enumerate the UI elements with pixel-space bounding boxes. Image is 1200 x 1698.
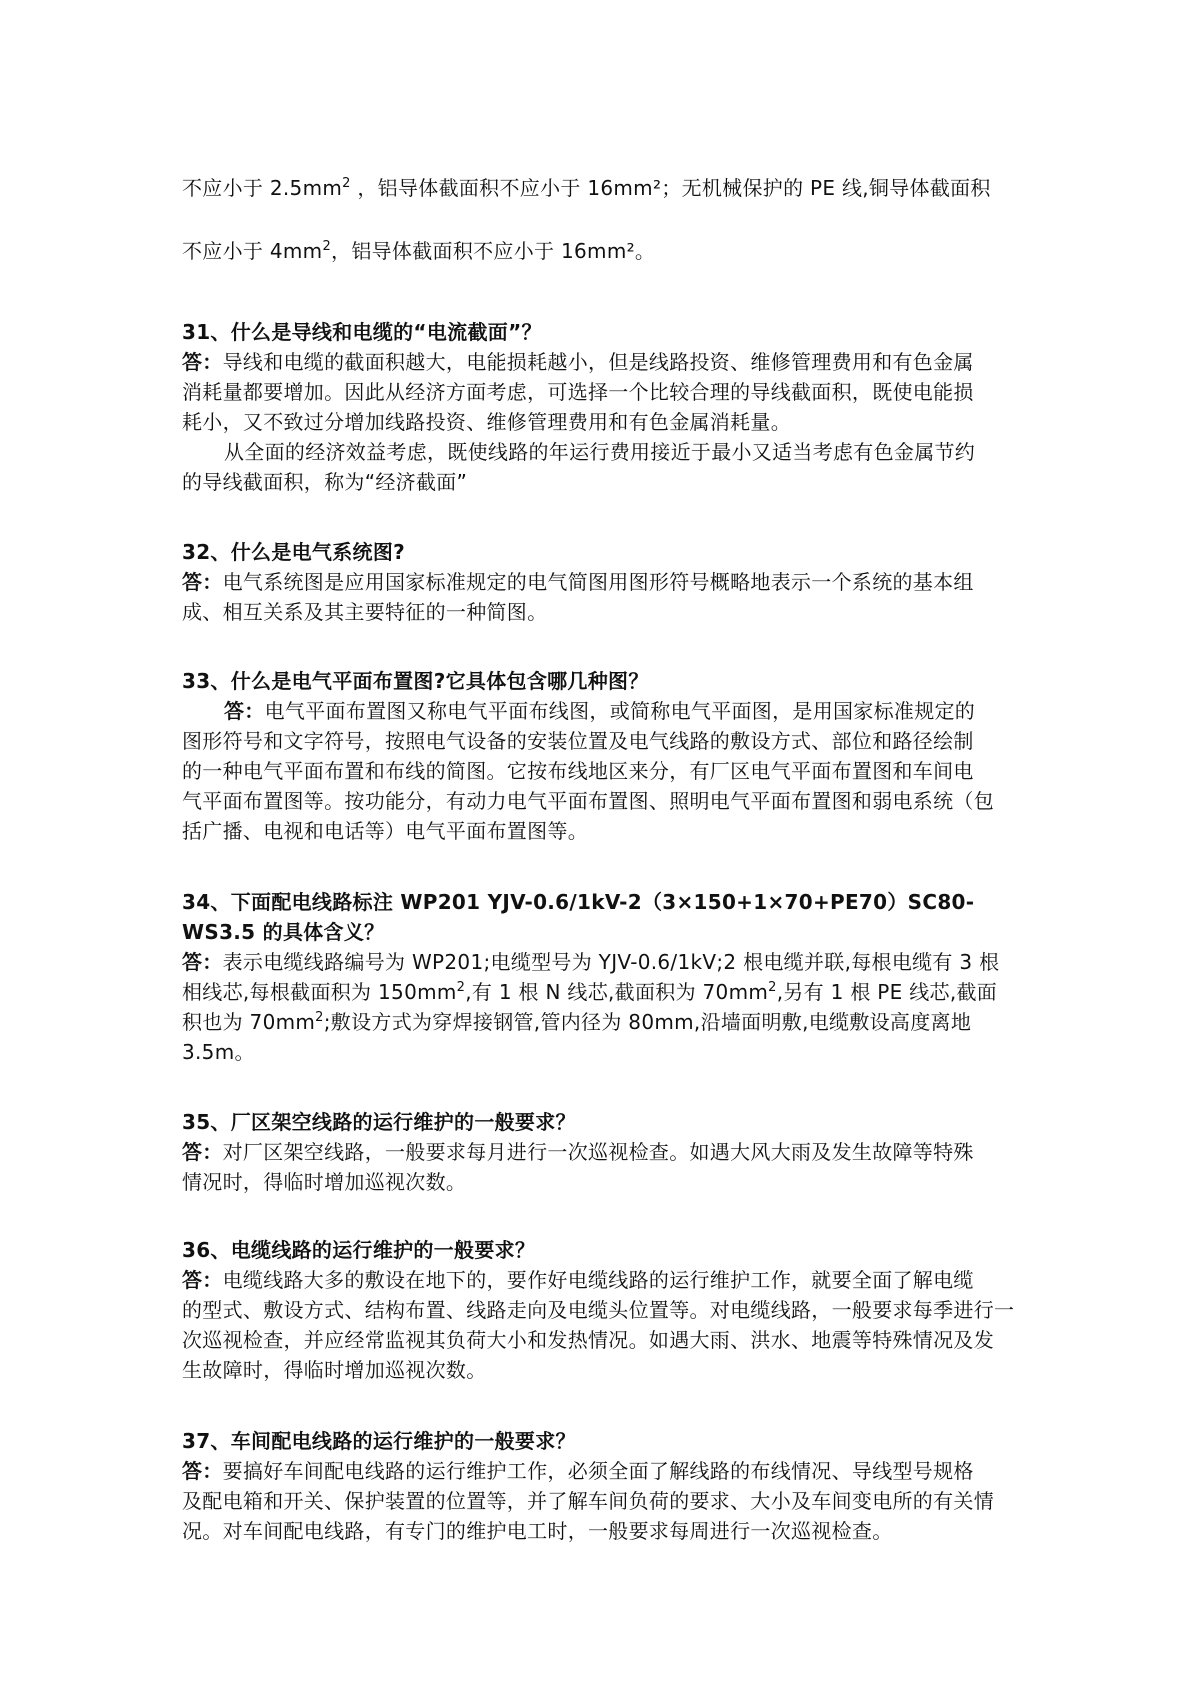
answer-37-line: 况。对车间配电线路，有专门的维护电工时，一般要求每周进行一次巡视检查。	[182, 1519, 893, 1543]
answer-33-line: 图形符号和文字符号，按照电气设备的安装位置及电气线路的敷设方式、部位和路径绘制	[182, 729, 974, 753]
answer-text: 电缆线路大多的敷设在地下的，要作好电缆线路的运行维护工作，就要全面了解电缆	[222, 1268, 974, 1292]
answer-34-line	[182, 1007, 971, 1037]
answer-36-line: 的型式、敷设方式、结构布置、线路走向及电缆头位置等。对电缆线路，一般要求每季进行一	[182, 1298, 1015, 1322]
answer-text: 对厂区架空线路，一般要求每月进行一次巡视检查。如遇大风大雨及发生故障等特殊	[222, 1140, 974, 1164]
answer-label: 答：	[224, 699, 265, 723]
intro-line-1	[182, 173, 991, 203]
answer-32-line	[182, 567, 974, 597]
answer-34-line: 3.5m。	[182, 1040, 255, 1064]
answer-36-line	[182, 1265, 974, 1295]
superscript: 2	[342, 176, 351, 191]
answer-label: 答：	[182, 1268, 223, 1292]
answer-33-line: 括广播、电视和电话等）电气平面布置图等。	[182, 819, 588, 843]
answer-text: 表示电缆线路编号为 WP201;电缆型号为 YJV-0.6/1kV;2 根电缆并联,每根电缆有 3 根	[222, 950, 1000, 974]
superscript: 2	[456, 980, 466, 995]
answer-35-line: 情况时，得临时增加巡视次数。	[182, 1170, 467, 1194]
superscript: 2	[315, 1010, 324, 1025]
answer-label: 答：	[182, 570, 223, 594]
answer-35-line	[182, 1137, 974, 1167]
question-36-title: 36、电缆线路的运行维护的一般要求？	[182, 1238, 536, 1262]
intro-text: ，铝导体截面积不应小于 16mm²。	[331, 239, 656, 263]
answer-37-line	[182, 1456, 974, 1486]
answer-text: 相线芯,每根截面积为 150mm	[182, 980, 457, 1004]
answer-text: 电气平面布置图又称电气平面布线图，或简称电气平面图，是用国家标准规定的	[264, 699, 976, 723]
question-37-title: 37、车间配电线路的运行维护的一般要求？	[182, 1429, 576, 1453]
answer-31-line: 消耗量都要增加。因此从经济方面考虑，可选择一个比较合理的导线截面积，既使电能损	[182, 380, 974, 404]
intro-text: ，铝导体截面积不应小于 16mm²；无机械保护的 PE 线,铜导体截面积	[350, 176, 991, 200]
answer-31-line	[182, 347, 974, 377]
question-32-title: 32、什么是电气系统图?	[182, 540, 406, 564]
question-31-title: 31、什么是导线和电缆的“电流截面”？	[182, 320, 542, 344]
answer-text: 电气系统图是应用国家标准规定的电气简图用图形符号概略地表示一个系统的基本组	[222, 570, 974, 594]
superscript: 2	[768, 980, 777, 995]
answer-34-line	[182, 977, 997, 1007]
answer-text: ,有 1 根 N 线芯,截面积为 70mm	[465, 980, 769, 1004]
answer-label: 答：	[182, 950, 223, 974]
answer-label: 答：	[182, 1140, 223, 1164]
answer-label: 答：	[182, 350, 223, 374]
question-35-title: 35、厂区架空线路的运行维护的一般要求？	[182, 1110, 576, 1134]
answer-33-line	[224, 696, 975, 726]
intro-text: 不应小于 2.5mm	[182, 176, 343, 200]
answer-31-line: 耗小，又不致过分增加线路投资、维修管理费用和有色金属消耗量。	[182, 410, 791, 434]
answer-33-line: 的一种电气平面布置和布线的简图。它按布线地区来分，有厂区电气平面布置图和车间电	[182, 759, 974, 783]
answer-31-line: 的导线截面积，称为“经济截面”	[182, 470, 468, 494]
question-34-title: WS3.5 的具体含义？	[182, 920, 385, 944]
answer-37-line: 及配电箱和开关、保护装置的位置等，并了解车间负荷的要求、大小及车间变电所的有关情	[182, 1489, 994, 1513]
answer-text: 导线和电缆的截面积越大，电能损耗越小，但是线路投资、维修管理费用和有色金属	[222, 350, 974, 374]
superscript: 2	[322, 239, 332, 254]
answer-31-line: 从全面的经济效益考虑，既使线路的年运行费用接近于最小又适当考虑有色金属节约	[224, 440, 976, 464]
answer-label: 答：	[182, 1459, 223, 1483]
answer-text: ,另有 1 根 PE 线芯,截面	[776, 980, 998, 1004]
answer-33-line: 气平面布置图等。按功能分，有动力电气平面布置图、照明电气平面布置图和弱电系统（包	[182, 789, 994, 813]
intro-line-2	[182, 236, 655, 266]
answer-text: ;敷设方式为穿焊接钢管,管内径为 80mm,沿墙面明敷,电缆敷设高度离地	[323, 1010, 972, 1034]
answer-32-line: 成、相互关系及其主要特征的一种简图。	[182, 600, 548, 624]
answer-text: 积也为 70mm	[182, 1010, 316, 1034]
question-33-title: 33、什么是电气平面布置图?它具体包含哪几种图？	[182, 669, 649, 693]
answer-text: 要搞好车间配电线路的运行维护工作，必须全面了解线路的布线情况、导线型号规格	[222, 1459, 974, 1483]
answer-36-line: 生故障时，得临时增加巡视次数。	[182, 1358, 487, 1382]
answer-36-line: 次巡视检查，并应经常监视其负荷大小和发热情况。如遇大雨、洪水、地震等特殊情况及发	[182, 1328, 994, 1352]
answer-34-line	[182, 947, 999, 977]
intro-text: 不应小于 4mm	[182, 239, 323, 263]
question-34-title: 34、下面配电线路标注 WP201 YJV-0.6/1kV-2（3×150+1×70+PE70）SC80-	[182, 890, 975, 914]
